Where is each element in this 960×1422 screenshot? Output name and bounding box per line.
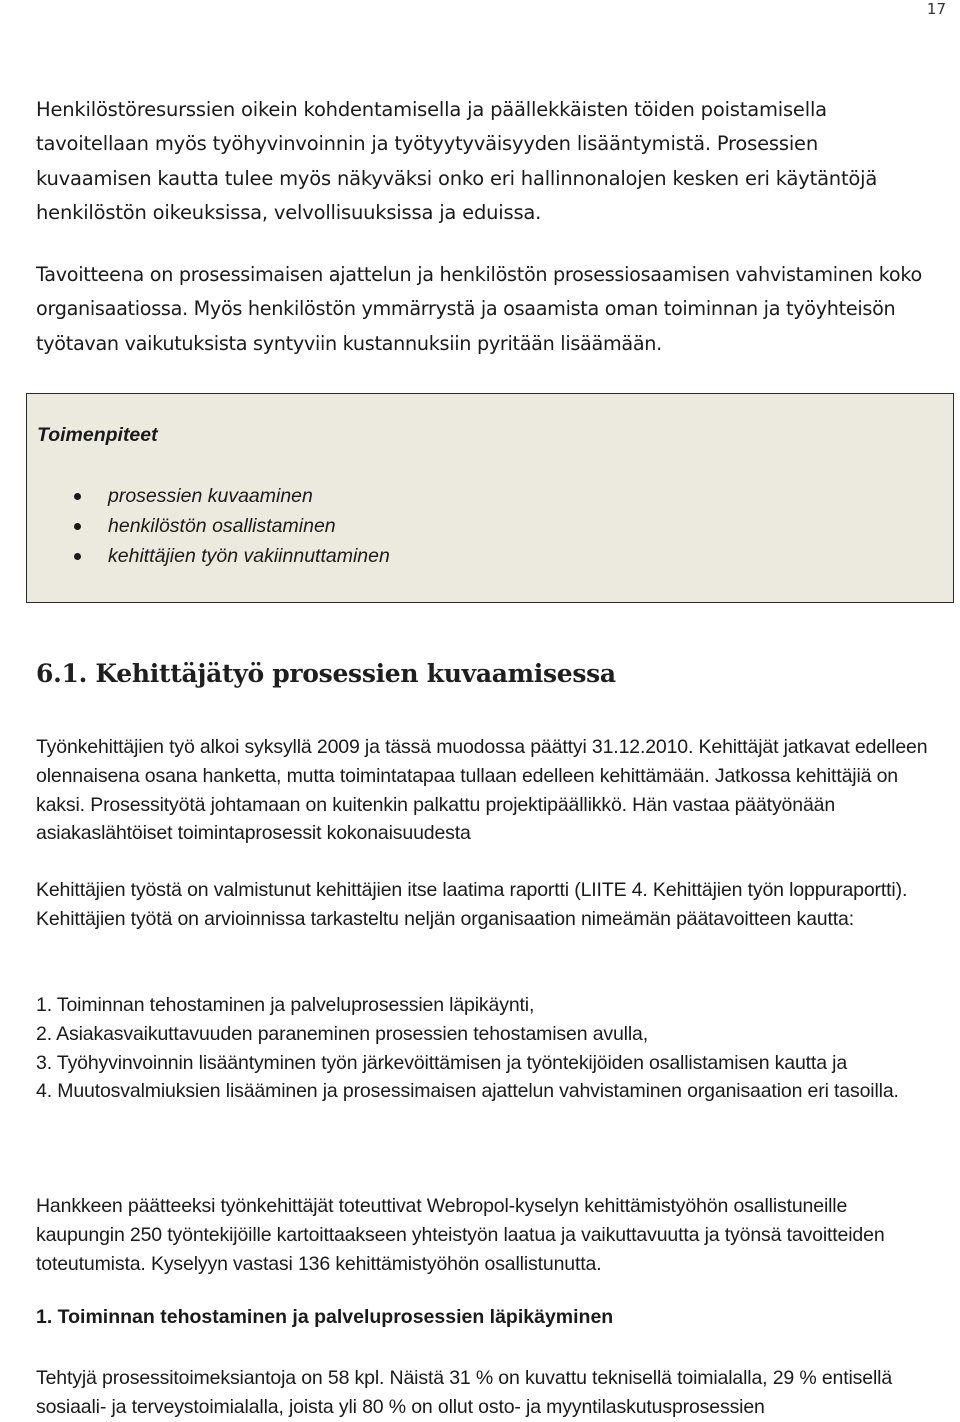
section-paragraph-1: Työnkehittäjien työ alkoi syksyllä 2009 ja tässä muodossa päättyi 31.12.2010. Kehittäjät jatkavat edelleen olennaisena osana hanketta, mutta toimintatapaa tullaan edelleen kehittämään. Jatkossa kehittäjiä on kaksi. Prosessityötä johtamaan on kuitenkin palkattu projektipäällikkö. Hän vastaa päätyönään asiakaslähtöiset toimintaprosessit kokonaisuudesta xyxy=(36,736,928,845)
list-item xyxy=(27,511,390,541)
list-item-label: henkilöstön osallistaminen xyxy=(108,515,336,537)
subheading: 1. Toiminnan tehostaminen ja palveluprosessien läpikäyminen xyxy=(36,1306,614,1328)
actions-box xyxy=(26,393,954,603)
list-item-label: prosessien kuvaaminen xyxy=(108,485,313,507)
bullet-icon xyxy=(74,493,81,500)
bullet-icon xyxy=(74,553,81,560)
section-paragraph-3: Hankkeen päätteeksi työnkehittäjät toteuttivat Webropol-kyselyn kehittämistyöhön osallistuneille kaupungin 250 työntekijöille kartoittaakseen yhteistyön laatua ja vaikuttavuutta ja työnsä tavoitteiden toteutumista. Kyselyyn vastasi 136 kehittämistyöhön osallistunutta. xyxy=(36,1195,885,1275)
goal-item: 3. Työhyvinvoinnin lisääntyminen työn järkevöittämisen ja työntekijöiden osallistamisen kautta ja xyxy=(36,1051,848,1074)
intro-paragraph-2: Tavoitteena on prosessimaisen ajattelun ja henkilöstön prosessiosaamisen vahvistaminen koko organisaatiossa. Myös henkilöstön ymmärrystä ja osaamista oman toiminnan ja työyhteisön työtavan vaikutuksista syntyviin kustannuksiin pyritään lisäämään. xyxy=(36,263,922,355)
goal-item: 4. Muutosvalmiuksien lisääminen ja prosessimaisen ajattelun vahvistaminen organisaation eri tasoilla. xyxy=(36,1080,899,1103)
list-item xyxy=(27,481,390,511)
goal-item: 2. Asiakasvaikuttavuuden paraneminen prosessien tehostamisen avulla, xyxy=(36,1022,649,1045)
goals-list xyxy=(36,991,936,1106)
bullet-icon xyxy=(74,523,81,530)
section-paragraph-2: Kehittäjien työstä on valmistunut kehittäjien itse laatima raportti (LIITE 4. Kehittäjien työn loppuraportti). Kehittäjien työtä on arvioinnissa tarkasteltu neljän organisaation nimeämän päätavoitteen kautta: xyxy=(36,879,908,930)
list-item-label: kehittäjien työn vakiinnuttaminen xyxy=(108,545,390,567)
section-paragraph-4: Tehtyjä prosessitoimeksiantoja on 58 kpl. Näistä 31 % on kuvattu teknisellä toimialalla, 29 % entisellä sosiaali- ja terveystoimialalla, joista yli 80 % on ollut osto- ja myyntilaskutusprosessien xyxy=(36,1367,893,1418)
goal-item: 1. Toiminnan tehostaminen ja palveluprosessien läpikäynti, xyxy=(36,994,535,1016)
actions-box-title: Toimenpiteet xyxy=(37,424,158,446)
page-number: 17 xyxy=(926,0,946,18)
actions-list xyxy=(27,481,390,571)
list-item xyxy=(27,541,390,571)
intro-paragraph-1: Henkilöstöresurssien oikein kohdentamisella ja päällekkäisten töiden poistamisella tavoitellaan myös työhyvinvoinnin ja työtyytyväisyyden lisääntymistä. Prosessien kuvaamisen kautta tulee myös näkyväksi onko eri hallinnonalojen kesken eri käytäntöjä henkilöstön oikeuksissa, velvollisuuksissa ja eduissa. xyxy=(36,98,878,224)
section-heading: 6.1. Kehittäjätyö prosessien kuvaamisessa xyxy=(36,659,616,688)
